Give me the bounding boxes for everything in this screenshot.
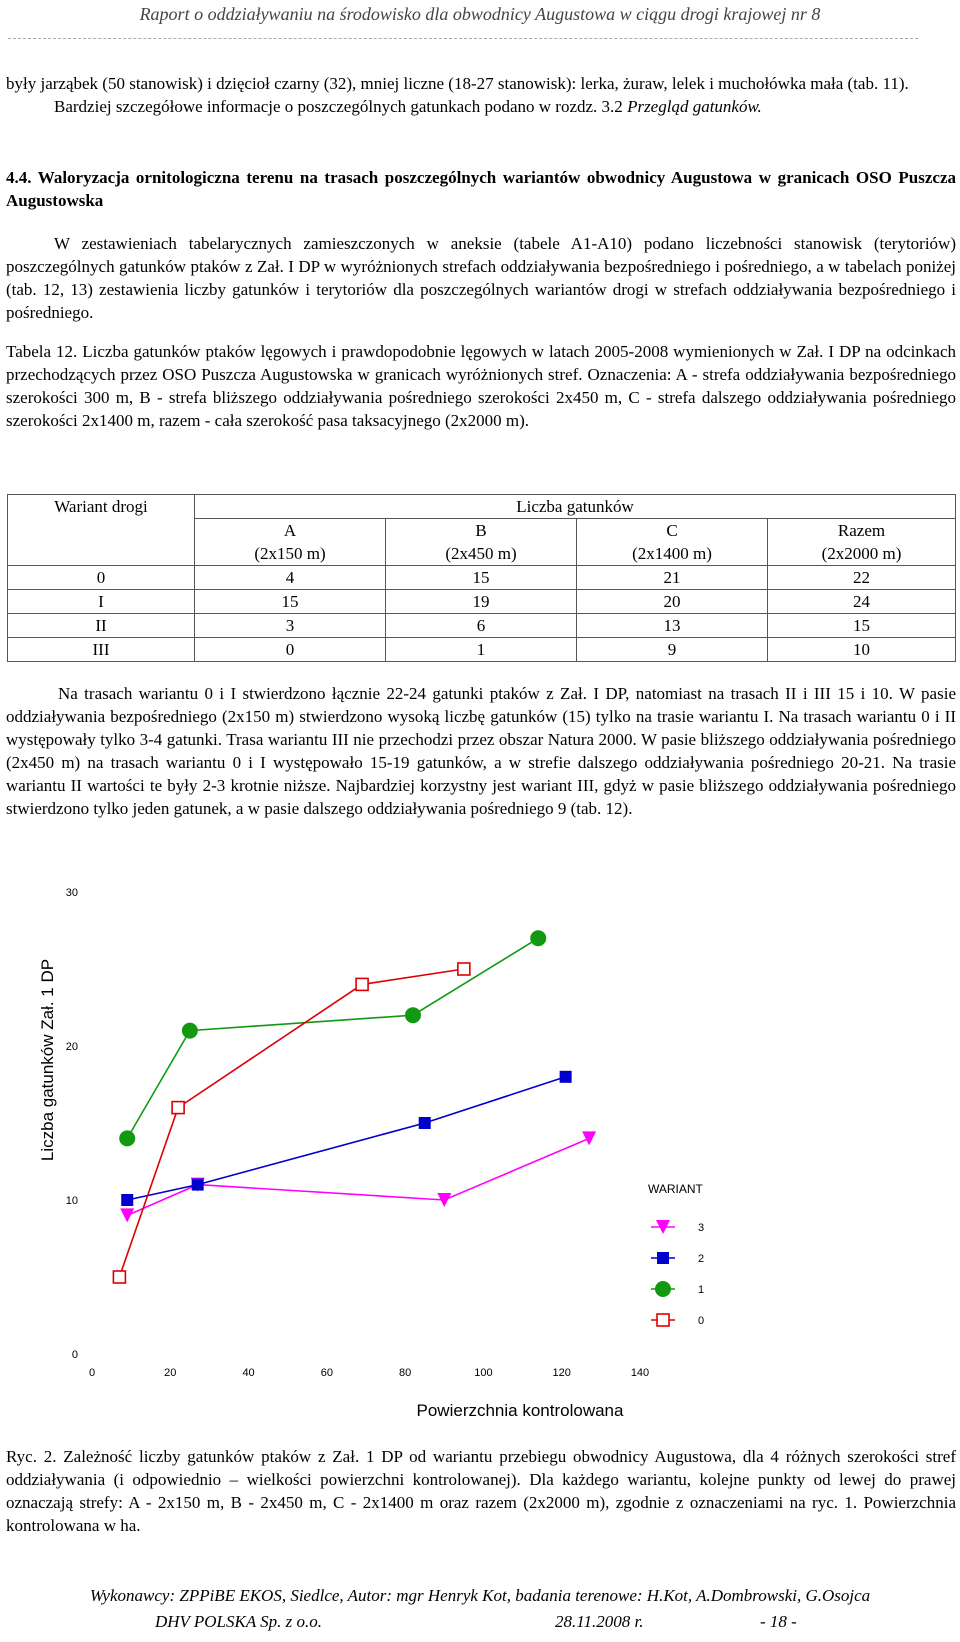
data-point [182, 1023, 198, 1039]
chart-series [113, 930, 596, 1283]
header-rule [8, 38, 918, 39]
col-header-c: C (2x1400 m) [577, 519, 768, 566]
legend-label: 2 [698, 1253, 705, 1265]
x-tick-label: 120 [552, 1367, 571, 1379]
y-tick-label: 20 [65, 1041, 78, 1053]
x-tick-label: 0 [88, 1367, 96, 1379]
footer-company: DHV POLSKA Sp. z o.o. [155, 1612, 323, 1631]
chart-axes [66, 887, 649, 1379]
section-paragraph: W zestawieniach tabelarycznych zamieszczonych w aneksie (tabele A1-A10) podano liczebności stanowisk (terytoriów) poszczególnych gatunków ptaków z Zał. I DP w wyróżnionych strefach oddziaływania bezpośredniego i pośredniego, a w tabelach poniżej (tab. 12, 13) zestawienia liczby gatunków i terytoriów dla poszczególnych wariantów drogi w strefach oddziaływania bezpośredniego i pośredniego. [6, 234, 956, 322]
data-point [560, 1071, 572, 1083]
x-axis-label: Powierzchnia kontrolowana [416, 1401, 624, 1420]
legend-marker [655, 1281, 671, 1297]
x-tick-label: 20 [164, 1367, 177, 1379]
table-caption: Tabela 12. Liczba gatunków ptaków lęgowych i prawdopodobnie lęgowych w latach 2005-2008 wymienionych w Zał. I DP na odcinkach przechodzących przez OSO Puszcza Augustowska w granicach wyróżnionych stref. Oznaczenia: A - strefa oddziaływania bezpośredniego szerokości 300 m, B - strefa bliższego oddziaływania pośredniego szerokości 2x450 m, C - strefa dalszego oddziaływania pośredniego szerokości 2x1400 m, razem - cała szerokość pasa taksacyjnego (2x2000 m). [6, 342, 956, 430]
footer-date: 28.11.2008 r. [555, 1612, 644, 1631]
intro-line-2-italic: Przegląd gatunków. [627, 97, 762, 116]
legend-label: 1 [698, 1284, 705, 1296]
data-point [192, 1179, 204, 1191]
after-table-paragraph: Na trasach wariantu 0 i I stwierdzono łącznie 22-24 gatunki ptaków z Zał. I DP, natomiast na trasach II i III 15 i 10. W pasie oddziaływania bezpośredniego (2x150 m) stwierdzono wysoką liczbę gatunków (15) tylko na trasie wariantu I. Na trasach wariantu 0 i II występowały tylko 3-4 gatunki. Trasa wariantu III nie przechodzi przez obszar Natura 2000. W pasie bliższego oddziaływania pośredniego (2x450 m) na trasach wariantu 0 i I występowało 15-19 gatunków, a w strefie dalszego oddziaływania pośredniego 20-21. Na trasie wariantu II wartości te były 2-3 krotnie niższe. Najbardziej korzystny jest wariant III, gdyż w pasie bliższego oddziaływania pośredniego stwierdzono tylko jeden gatunek, a w pasie dalszego oddziaływania pośredniego 9 (tab. 12). [6, 684, 956, 818]
y-tick-label: 10 [65, 1195, 78, 1207]
y-tick-label: 30 [65, 887, 78, 899]
series-2 [121, 1071, 571, 1206]
x-tick-label: 40 [242, 1367, 255, 1379]
intro-line-1: były jarząbek (50 stanowisk) i dzięcioł czarny (32), mniej liczne (18-27 stanowisk): lerka, żuraw, lelek i muchołówka mała (tab. 11). [6, 74, 909, 93]
legend-marker [657, 1252, 669, 1264]
legend-label: 0 [698, 1315, 705, 1327]
page-footer [0, 1583, 960, 1635]
table-row: III 0 1 9 10 [8, 638, 956, 662]
x-tick-label: 140 [630, 1367, 650, 1379]
col-header-a: A (2x150 m) [195, 519, 386, 566]
chart-svg [0, 880, 960, 1440]
data-point [172, 1102, 184, 1114]
intro-line-2: Bardziej szczegółowe informacje o poszczególnych gatunkach podano w rozdz. 3.2 [54, 97, 628, 116]
y-tick-label: 0 [71, 1349, 78, 1361]
col-header-b: B (2x450 m) [386, 519, 577, 566]
section-heading: 4.4. Waloryzacja ornitologiczna terenu na trasach poszczególnych wariantów obwodnicy Augustowa w granicach OSO Puszcza Augustowska [6, 168, 956, 210]
data-point [120, 1208, 134, 1222]
x-tick-label: 80 [399, 1367, 412, 1379]
col-header-variant: Wariant drogi [8, 495, 195, 566]
series-line [127, 1138, 589, 1215]
table-row: II 3 6 13 15 [8, 614, 956, 638]
x-tick-label: 60 [320, 1367, 333, 1379]
group-header: Liczba gatunków [195, 495, 956, 519]
data-point [121, 1194, 133, 1206]
data-point [582, 1131, 596, 1145]
table-row: I 15 19 20 24 [8, 590, 956, 614]
data-point [419, 1117, 431, 1129]
legend-marker [657, 1314, 669, 1326]
header-title: Raport o oddziaływaniu na środowisko dla obwodnicy Augustowa w ciągu drogi krajowej nr 8 [139, 4, 821, 24]
y-axis-label: Liczba gatunków Zał. 1 DP [38, 958, 57, 1162]
chart-legend [648, 1182, 704, 1327]
data-point [530, 930, 546, 946]
series-3 [120, 1131, 596, 1222]
table-row: 0 4 15 21 22 [8, 566, 956, 590]
species-table [7, 494, 956, 662]
legend-label: 3 [698, 1222, 705, 1234]
legend-title: WARIANT [648, 1182, 703, 1196]
data-point [356, 978, 368, 990]
figure-caption: Ryc. 2. Zależność liczby gatunków ptaków z Zał. 1 DP od wariantu przebiegu obwodnicy Augustowa, dla 4 różnych szerokości stref oddziaływania (i odpowiednio – wielkości powierzchni kontrolowanej). Dla każdego wariantu, kolejne punkty od lewej do prawej oznaczają strefy: A - 2x150 m, B - 2x450 m, C - 2x1400 m oraz razem (2x2000 m), zgodnie z oznaczeniami na ryc. 1. Powierzchnia kontrolowana w ha. [6, 1447, 956, 1535]
data-point [119, 1130, 135, 1146]
footer-page: - 18 - [760, 1612, 797, 1631]
col-header-razem: Razem (2x2000 m) [768, 519, 956, 566]
intro-paragraph [6, 72, 956, 118]
footer-authors: Wykonawcy: ZPPiBE EKOS, Siedlce, Autor: mgr Henryk Kot, badania terenowe: H.Kot, A.Dombrowski, G.Osojca [89, 1586, 871, 1605]
data-point [458, 963, 470, 975]
page-header [0, 0, 960, 60]
data-point [405, 1007, 421, 1023]
x-tick-label: 100 [474, 1367, 493, 1379]
species-chart [0, 880, 960, 1440]
data-point [113, 1271, 125, 1283]
